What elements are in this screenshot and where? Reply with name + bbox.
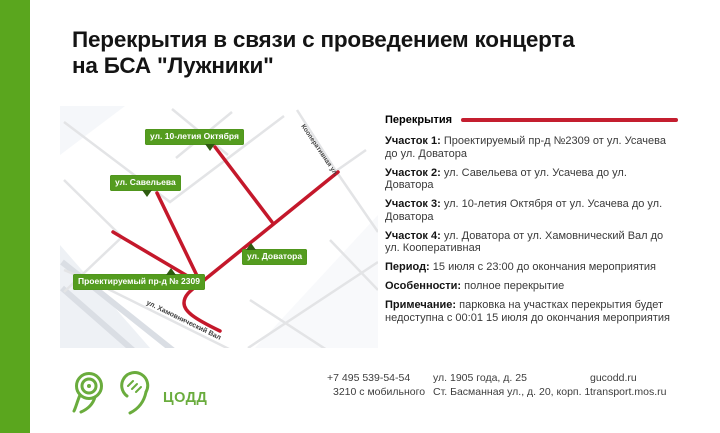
closures-panel [385, 114, 678, 324]
map-label-text: Проектируемый пр-д № 2309 [78, 276, 200, 286]
site-gucodd: gucodd.ru [590, 372, 637, 384]
closure-item-4 [385, 230, 678, 255]
closure-item-2 [385, 167, 678, 192]
phone-number: +7 495 539-54-54 [327, 372, 411, 384]
page-title-line2: на БСА "Лужники" [72, 52, 274, 78]
item-text: полное перекрытие [461, 280, 565, 292]
item-text: парковка на участках перекрытия будет недоступна с 00:01 15 июля до окончания мероприятия [385, 299, 671, 324]
item-text: 15 июля с 23:00 до окончания мероприятия [429, 261, 656, 273]
item-text: ул. Савельева от ул. Усачева до ул. Доватора [385, 166, 627, 191]
route-10-letiya [215, 147, 272, 222]
item-text: ул. Доватора от ул. Хамовнический Вал до ул. Кооперативная [385, 229, 664, 254]
period-item [385, 261, 678, 274]
map-pin-icon [246, 243, 256, 250]
site-transport-mos: transport.mos.ru [590, 385, 667, 398]
red-divider-line [461, 118, 678, 122]
map-block [60, 106, 125, 155]
page-title [72, 27, 575, 78]
map-label-text: ул. Савельева [115, 177, 176, 187]
closure-item-3 [385, 198, 678, 223]
address-line1: ул. 1905 года, д. 25 [433, 372, 527, 384]
footer-links [590, 372, 666, 399]
item-label: Примечание: [385, 299, 457, 311]
page-title-line1: Перекрытия в связи с проведением концерта [72, 27, 575, 52]
features-item [385, 280, 678, 293]
map-block [255, 215, 378, 348]
item-text: Проектируемый пр-д №2309 от ул. Усачева до ул. Доватора [385, 135, 666, 160]
phone-mobile: 3210 с мобильного [333, 385, 426, 398]
map-label-text: ул. 10-летия Октября [150, 131, 239, 141]
street-name-khamovnichesky: ул. Хамовнический Вал [145, 299, 222, 342]
footer-phones [327, 372, 425, 399]
logo-pin-tail [74, 395, 80, 411]
item-text: ул. 10-летия Октября от ул. Усачева до ул. Доватора [385, 198, 663, 223]
map-pin-icon [166, 268, 176, 275]
codd-logo-icon [66, 366, 158, 416]
map-label-prd-2309 [73, 274, 205, 290]
item-label: Участок 4: [385, 229, 441, 242]
logo-circle-tail [130, 392, 146, 413]
map-label-10-letiya [145, 129, 244, 145]
logo-ring-dot [87, 384, 91, 388]
address-line2: Ст. Басманная ул., д. 20, корп. 1 [433, 385, 591, 398]
panel-heading-row [385, 114, 678, 126]
map-pin-icon [205, 144, 215, 151]
map-label-text: ул. Доватора [247, 251, 303, 261]
item-label: Участок 2: [385, 166, 441, 179]
note-item [385, 299, 678, 324]
map-label-dovatora [242, 249, 307, 265]
closure-item-1 [385, 135, 678, 160]
item-label: Участок 1: [385, 135, 441, 147]
map-pin-icon [142, 190, 152, 197]
footer-addresses [433, 372, 590, 399]
codd-wordmark: ЦОДД [163, 390, 208, 406]
item-label: Участок 3: [385, 198, 441, 210]
item-label: Особенности: [385, 280, 462, 292]
street-name-kooperativnaya: Кооперативная ул. [299, 123, 340, 178]
left-accent-bar [0, 0, 30, 433]
logo-circle-open [122, 373, 148, 396]
logo-hatch-icon [128, 381, 141, 392]
map-label-savelyeva [110, 175, 181, 191]
codd-logo [66, 366, 158, 421]
item-label: Период: [385, 261, 430, 273]
panel-heading: Перекрытия [385, 114, 453, 126]
closure-map [60, 106, 378, 348]
